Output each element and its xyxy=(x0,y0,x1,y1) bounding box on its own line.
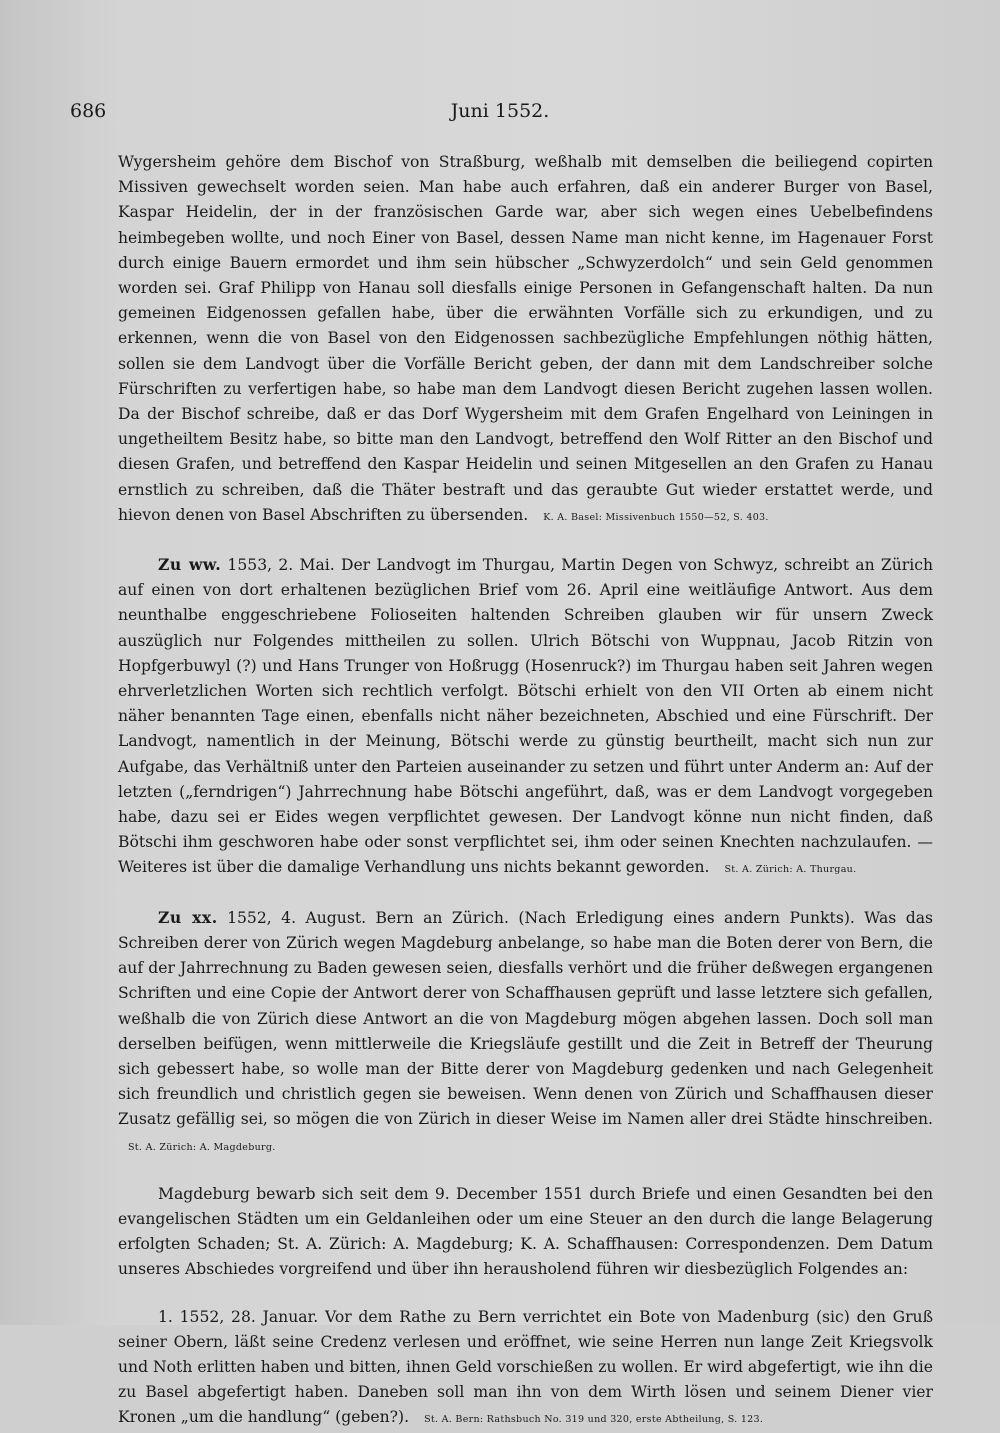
paragraph-item-1 xyxy=(118,1305,933,1433)
source-citation: St. A. Zürich: A. Magdeburg. xyxy=(128,1141,276,1153)
page-header xyxy=(70,100,930,130)
running-title: Juni 1552. xyxy=(450,100,550,122)
section-label: Zu xx. xyxy=(158,907,218,927)
paragraph-text: 1553, 2. Mai. Der Landvogt im Thurgau, Martin Degen von Schwyz, schreibt an Zürich auf einen von dort erhaltenen bezüglichen Brief vom 26. April eine weitläufige Antwort. Aus dem neunthalbe enggeschriebene Folioseiten haltenden Schreiben glauben wir für unsern Zweck auszüglich nur Folgendes mittheilen zu sollen. Ulrich Bötschi von Wuppnau, Jacob Ritzin von Hopfgerbuwyl (?) und Hans Trunger von Hoßrugg (Hosenruck?) im Thurgau haben seit Jahren wegen ehrverletzlichen Worten sich rechtlich verfolgt. Bötschi erhielt von den VII Orten ab einem nicht näher benannten Tage einen, ebenfalls nicht näher bezeichneten, Abschied und eine Fürschrift. Der Landvogt, namentlich in der Meinung, Bötschi werde zu günstig beurtheilt, macht sich nun zur Aufgabe, das Verhältniß unter den Parteien auseinander zu setzen und führt unter Anderm an: Auf der letzten („ferndrigen“) Jahrrechnung habe Bötschi angeführt, daß, was er dem Landvogt vorgegeben habe, dazu sei er Eides wegen verpflichtet gewesen. Der Landvogt könne nun nicht finden, daß Bötschi ihm geschworen habe oder sonst verpflichtet sei, ihm oder seinen Knechten nachzulaufen. — Weiteres ist über die damalige Verhandlung uns nichts bekannt geworden. xyxy=(118,556,934,877)
paragraph-continuation xyxy=(118,150,933,530)
page-number: 686 xyxy=(70,100,107,122)
source-citation: St. A. Zürich: A. Thurgau. xyxy=(724,864,857,876)
source-citation: K. A. Basel: Missivenbuch 1550—52, S. 403. xyxy=(543,511,769,523)
paragraph-magdeburg xyxy=(118,1182,933,1283)
paragraph-zu-ww xyxy=(118,552,933,883)
section-label: Zu ww. xyxy=(158,555,222,575)
source-citation: St. A. Bern: Rathsbuch No. 319 und 320, erste Abtheilung, S. 123. xyxy=(424,1414,764,1426)
paragraph-text: Magdeburg bewarb sich seit dem 9. December 1551 durch Briefe und einen Gesandten bei den evangelischen Städten um ein Geldanleihen oder um eine Steuer an den durch die lange Belagerung erfolgten Schaden; St. A. Zürich: A. Magdeburg; K. A. Schaffhausen: Correspondenzen. Dem Datum unseres Abschiedes vorgreifend und über ihn herausholend führen wir diesbezüglich Folgendes an: xyxy=(118,1184,933,1279)
paragraph-text: 1552, 4. August. Bern an Zürich. (Nach Erledigung eines andern Punkts). Was das Schreiben derer von Zürich wegen Magdeburg anbelange, so habe man die Boten derer von Bern, die auf der Jahrrechnung zu Baden gewesen seien, diesfalls verhört und die früher deßwegen ergangenen Schriften und eine Copie der Antwort derer von Schaffhausen geprüft und lasse letztere sich gefallen, weßhalb die von Zürich diese Antwort an die von Magdeburg mögen abgehen lassen. Doch soll man derselben beifügen, wenn mittlerweile die Kriegsläufe gestillt und die Zeit in Betreff der Theurung sich gebessert habe, so wolle man der Bitte derer von Magdeburg gedenken und nach Gelegenheit sich freundlich und christlich gegen sie beweisen. Wenn denen von Zürich und Schaffhausen dieser Zusatz gefällig sei, so mögen die von Zürich in dieser Weise im Namen aller drei Städte hinschreiben. xyxy=(118,908,933,1129)
paragraph-zu-xx xyxy=(118,905,933,1160)
paragraph-text: 1. 1552, 28. Januar. Vor dem Rathe zu Bern verrichtet ein Bote von Madenburg (sic) den Gruß seiner Obern, läßt seine Credenz verlesen und eröffnet, wie seine Herren nun lange Zeit Kriegsvolk und Noth erlitten haben und bitten, ihnen Geld vorschießen zu wollen. Er wird abgefertigt, wie ihn die zu Basel abgefertigt haben. Daneben soll man ihn von dem Wirth lösen und seinem Diener vier Kronen „um die handlung“ (geben?). xyxy=(118,1307,933,1427)
body-text xyxy=(118,150,933,1433)
paragraph-text: Wygersheim gehöre dem Bischof von Straßburg, weßhalb mit demselben die beiliegend copirten Missiven gewechselt worden seien. Man habe auch erfahren, daß ein anderer Burger von Basel, Kaspar Heidelin, der in der französischen Garde war, aber sich wegen eines Uebelbefindens heimbegeben wollte, und noch Einer von Basel, dessen Name man nicht kenne, im Hagenauer Forst durch einige Bauern ermordet und ihm sein hübscher „Schwyzerdolch“ und sein Geld genommen worden sei. Graf Philipp von Hanau soll diesfalls einige Personen in Gefangenschaft halten. Da nun gemeinen Eidgenossen gefallen habe, über die erwähnten Vorfälle sich zu erkundigen, und zu erkennen, wenn die von Basel von den Eidgenossen sachbezügliche Empfehlungen nöthig hätten, sollen sie dem Landvogt über die Vorfälle Bericht geben, der dann mit dem Landschreiber solche Fürschriften zu verfertigen habe, so habe man dem Landvogt diesen Bericht zugehen lassen wollen. Da der Bischof schreibe, daß er das Dorf Wygersheim mit dem Grafen Engelhard von Leiningen in ungetheiltem Besitz habe, so bitte man den Landvogt, betreffend den Wolf Ritter an den Bischof und diesen Grafen, und betreffend den Kaspar Heidelin und seinen Mitgesellen an den Grafen zu Hanau ernstlich zu schreiben, daß die Thäter bestraft und das geraubte Gut wieder erstattet werde, und hievon denen von Basel Abschriften zu übersenden. xyxy=(118,153,933,524)
